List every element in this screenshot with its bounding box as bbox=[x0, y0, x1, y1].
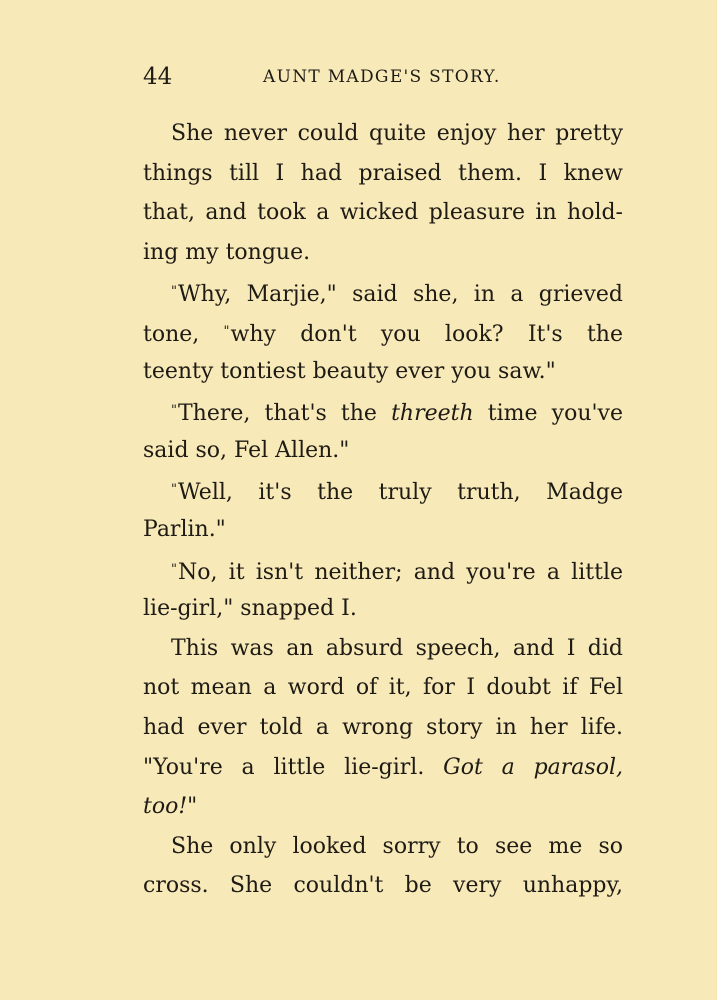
line-text: said so, Fel Allen." bbox=[143, 437, 350, 463]
text-line bbox=[143, 708, 623, 748]
line-text: She never could quite enjoy her pretty bbox=[171, 121, 623, 146]
italic-phrase: Got a parasol, bbox=[443, 754, 623, 780]
text-line bbox=[143, 748, 623, 788]
text-line bbox=[143, 550, 623, 590]
line-text: Parlin." bbox=[143, 516, 226, 542]
line-text: No, it isn't neither; and you're a little bbox=[177, 559, 623, 585]
line-text: She only looked sorry to see me so bbox=[171, 833, 623, 859]
opening-quote-mark: " bbox=[171, 561, 177, 577]
text-line bbox=[143, 193, 623, 233]
text-line bbox=[143, 629, 623, 669]
opening-quote-mark: " bbox=[171, 403, 177, 419]
line-text: that, and took a wicked pleasure in hold- bbox=[143, 200, 623, 226]
opening-quote-mark: " bbox=[171, 482, 177, 498]
text-line bbox=[143, 668, 623, 708]
text-line bbox=[143, 787, 623, 827]
italic-phrase: too! bbox=[143, 794, 188, 820]
text-line bbox=[143, 589, 623, 629]
running-head: AUNT MADGE'S STORY. bbox=[263, 67, 501, 87]
closing-quote-mark: " bbox=[187, 794, 198, 820]
line-text: time you've bbox=[473, 401, 623, 427]
italic-word: threeth bbox=[391, 401, 474, 427]
text-line bbox=[143, 510, 623, 550]
line-text: Why, Marjie," said she, in a grieved bbox=[177, 282, 623, 308]
text-line bbox=[143, 272, 623, 312]
page-number: 44 bbox=[143, 64, 173, 90]
text-line bbox=[143, 391, 623, 431]
line-text: Well, it's the truly truth, Madge bbox=[177, 480, 623, 506]
line-text: There, that's the bbox=[177, 401, 392, 427]
text-line bbox=[143, 431, 623, 471]
text-line bbox=[143, 470, 623, 510]
line-text: teenty tontiest beauty ever you saw." bbox=[143, 358, 556, 384]
text-line bbox=[143, 233, 623, 273]
line-text: This was an absurd speech, and I did bbox=[171, 635, 623, 661]
text-line bbox=[143, 827, 623, 867]
line-text: why don't you look? It's the bbox=[230, 321, 623, 347]
opening-quote-mark: " bbox=[223, 323, 230, 339]
line-text: tone, bbox=[143, 321, 224, 347]
opening-quote-mark: " bbox=[171, 284, 177, 300]
text-line bbox=[143, 154, 623, 194]
line-text: had ever told a wrong story in her life. bbox=[143, 714, 623, 740]
body-text bbox=[143, 114, 623, 906]
line-text: "You're a little lie-girl. bbox=[143, 754, 444, 780]
line-text: things till I had praised them. I knew bbox=[143, 160, 623, 186]
line-text: cross. She couldn't be very unhappy, bbox=[143, 873, 623, 899]
page-header bbox=[143, 62, 623, 92]
text-line bbox=[143, 114, 623, 154]
text-line bbox=[143, 352, 623, 392]
line-text: not mean a word of it, for I doubt if Fel bbox=[143, 675, 623, 701]
line-text: lie-girl," snapped I. bbox=[143, 596, 357, 622]
text-line bbox=[143, 866, 623, 906]
text-line bbox=[143, 312, 623, 352]
line-text: ing my tongue. bbox=[143, 239, 311, 265]
